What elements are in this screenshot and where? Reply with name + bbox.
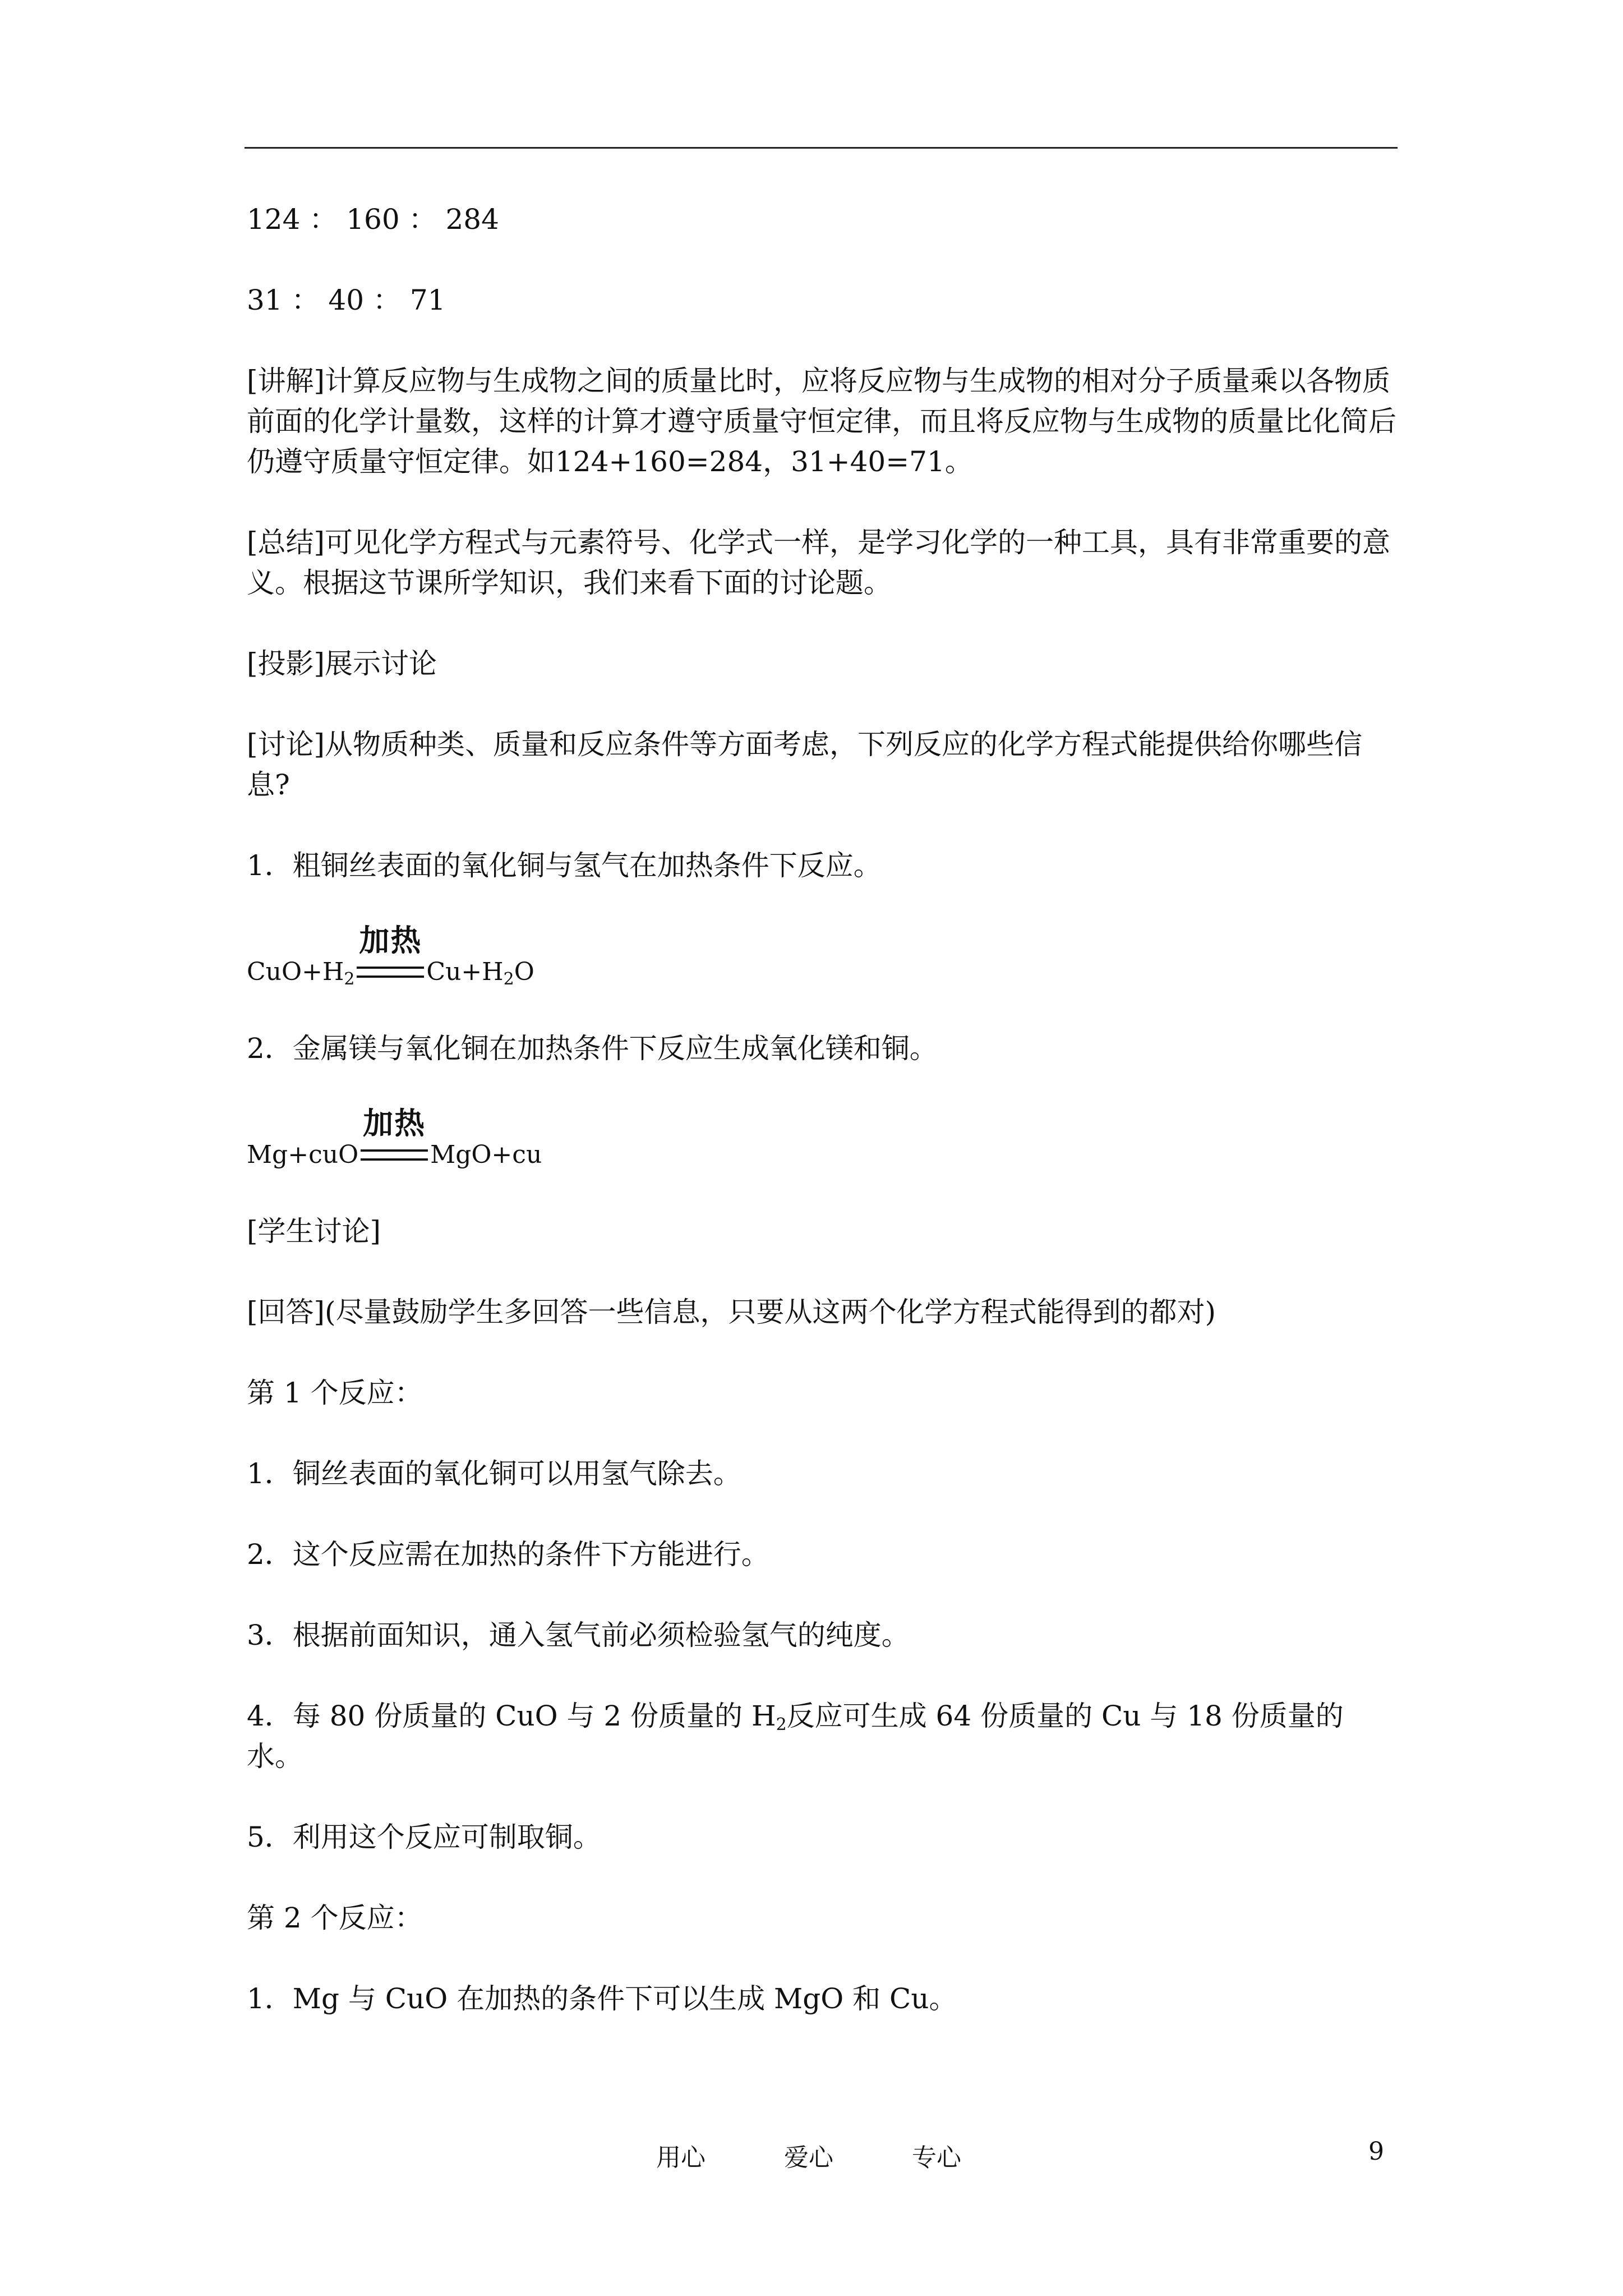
equation-1-condition: 加热 [359, 923, 422, 958]
discussion-item-2: 2．金属镁与氧化铜在加热条件下反应生成氧化镁和铜。 [247, 1032, 938, 1065]
reaction-1-point-3: 3．根据前面知识，通入氢气前必须检验氢气的纯度。 [247, 1619, 910, 1651]
reaction-1-point-4: 4．每 80 份质量的 CuO 与 2 份质量的 $H_2$反应可生成 64 份质量的 Cu 与 18 份质量的水。 [247, 1700, 1344, 1773]
equation-1-right: $Cu+H_2O$ [426, 958, 534, 989]
projection-line: [投影]展示讨论 [247, 647, 437, 680]
equation-1 [247, 923, 1398, 989]
reaction-1-point-1: 1．铜丝表面的氧化铜可以用氢气除去。 [247, 1457, 741, 1490]
answer-paragraph: [回答](尽量鼓励学生多回答一些信息，只要从这两个化学方程式能得到的都对) [247, 1296, 1216, 1328]
footer-motto-2: 爱心 [784, 2143, 833, 2172]
summary-paragraph: [总结]可见化学方程式与元素符号、化学式一样，是学习化学的一种工具，具有非常重要的意义。根据这节课所学知识，我们来看下面的讨论题。 [247, 526, 1391, 599]
footer-motto-1: 用心 [656, 2143, 706, 2172]
page-content [247, 199, 1398, 2059]
discussion-paragraph: [讨论]从物质种类、质量和反应条件等方面考虑，下列反应的化学方程式能提供给你哪些信息? [247, 728, 1363, 801]
equation-2-right: MgO+cu [430, 1140, 542, 1169]
double-line-icon [357, 967, 424, 978]
discussion-item-1: 1．粗铜丝表面的氧化铜与氢气在加热条件下反应。 [247, 849, 882, 882]
equation-1-left: $CuO+H_2$ [247, 958, 355, 989]
ratio-line-1: 124 ： 160 ： 284 [247, 203, 499, 236]
header-rule [245, 147, 1398, 149]
equation-2-condition: 加热 [363, 1106, 426, 1141]
footer-motto [656, 2137, 961, 2173]
equation-1-arrow [357, 923, 424, 988]
explanation-paragraph: [讲解]计算反应物与生成物之间的质量比时，应将反应物与生成物的相对分子质量乘以各物质前面的化学计量数，这样的计算才遵守质量守恒定律，而且将反应物与生成物的质量比化简后仍遵守质量守恒定律。如124+160=284，31+40=71。 [247, 365, 1396, 478]
equation-2-arrow [361, 1106, 428, 1171]
reaction-2-title: 第 2 个反应： [247, 1902, 423, 1934]
reaction-2-point-1: 1．Mg 与 CuO 在加热的条件下可以生成 MgO 和 Cu。 [247, 1982, 957, 2015]
reaction-1-point-5: 5．利用这个反应可制取铜。 [247, 1821, 601, 1853]
reaction-1-title: 第 1 个反应： [247, 1377, 423, 1409]
ratio-line-2: 31 ： 40 ： 71 [247, 284, 446, 316]
reaction-1-point-2: 2．这个反应需在加热的条件下方能进行。 [247, 1538, 769, 1571]
double-line-icon [361, 1149, 428, 1161]
student-discussion-line: [学生讨论] [247, 1215, 381, 1248]
page-number: 9 [1368, 2137, 1384, 2166]
equation-2-left: Mg+cuO [247, 1140, 359, 1169]
page-footer [0, 2137, 1623, 2177]
footer-motto-3: 专心 [912, 2143, 961, 2172]
equation-2 [247, 1106, 1398, 1171]
